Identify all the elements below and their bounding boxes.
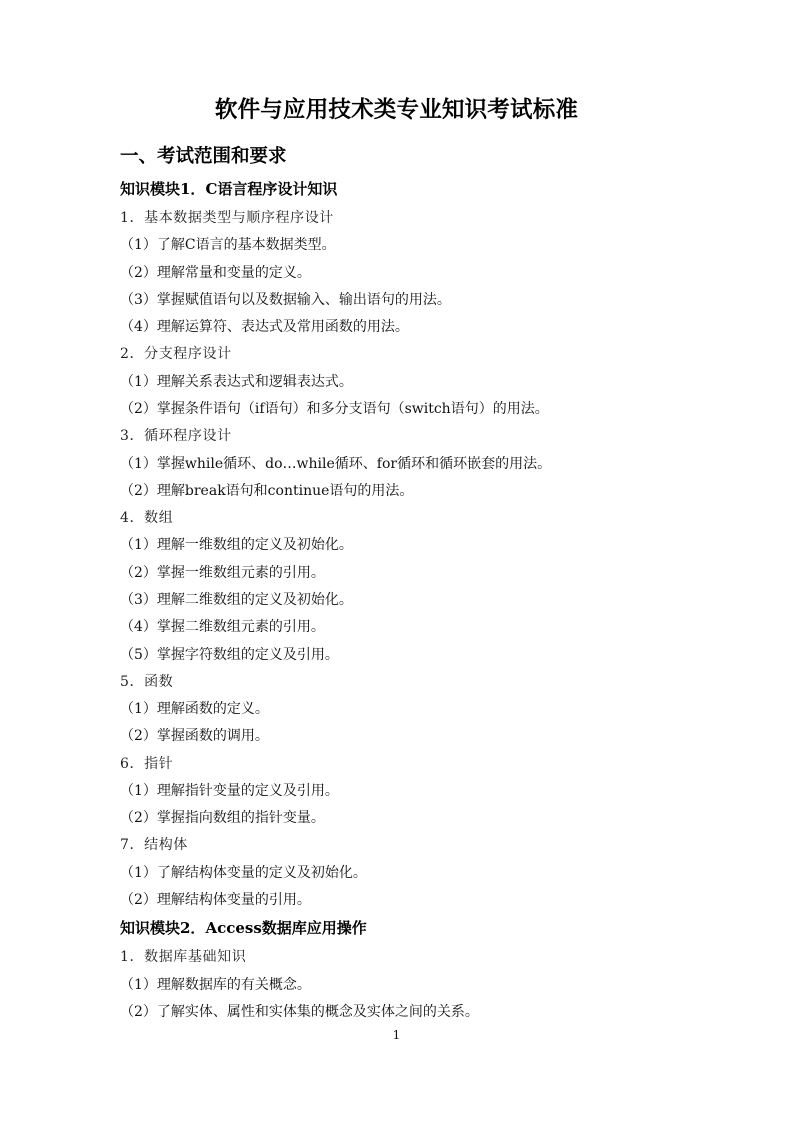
requirement-item: （4）掌握二维数组元素的引用。 [120,619,325,636]
requirement-item: （1）理解函数的定义。 [120,701,269,718]
requirement-item: （2）理解break语句和continue语句的用法。 [120,482,414,499]
document-title: 软件与应用技术类专业知识考试标准 [214,97,579,123]
topic-functions [120,669,673,751]
requirement-item: （2）理解常量和变量的定义。 [120,264,311,281]
document-body [120,94,673,1026]
knowledge-module-1 [120,175,673,914]
requirement-item: （2）掌握条件语句（if语句）和多分支语句（switch语句）的用法。 [120,400,549,417]
requirement-item: （2）掌握一维数组元素的引用。 [120,564,325,581]
topic-list [120,944,673,1026]
requirement-item: （5）掌握字符数组的定义及引用。 [120,646,339,663]
topic-title: 4．数组 [120,510,174,527]
requirement-item: （3）理解二维数组的定义及初始化。 [120,591,353,608]
topic-database-basics [120,944,673,1026]
topic-branching [120,341,673,423]
topic-basic-data-types [120,205,673,341]
requirement-item: （2）理解结构体变量的引用。 [120,892,311,909]
requirement-item: （1）理解数据库的有关概念。 [120,976,311,993]
topic-pointers [120,751,673,833]
section-heading: 一、考试范围和要求 [120,146,287,167]
topic-title: 5．函数 [120,673,174,690]
requirement-item: （2）了解实体、属性和实体集的概念及实体之间的关系。 [120,1003,479,1020]
requirement-item: （1）理解指针变量的定义及引用。 [120,782,339,799]
page-number: 1 [392,1028,401,1042]
topic-title: 3．循环程序设计 [120,428,232,445]
topic-title: 1．数据库基础知识 [120,949,247,966]
requirement-item: （2）掌握指向数组的指针变量。 [120,810,325,827]
requirement-item: （1）理解关系表达式和逻辑表达式。 [120,373,353,390]
module-heading: 知识模块1．C语言程序设计知识 [120,180,338,198]
requirement-item: （4）理解运算符、表达式及常用函数的用法。 [120,319,409,336]
topic-list [120,205,673,914]
topic-title: 7．结构体 [120,837,188,854]
module-heading: 知识模块2．Access数据库应用操作 [120,919,367,938]
topic-title: 2．分支程序设计 [120,346,232,363]
requirement-item: （1）理解一维数组的定义及初始化。 [120,537,353,554]
requirement-item: （1）了解结构体变量的定义及初始化。 [120,864,367,881]
topic-title: 1．基本数据类型与顺序程序设计 [120,210,334,226]
knowledge-module-2 [120,914,673,1026]
topic-arrays [120,505,673,669]
requirement-item: （1）了解C语言的基本数据类型。 [120,237,336,254]
requirement-item: （1）掌握while循环、do…while循环、for循环和循环嵌套的用法。 [120,455,552,472]
requirement-item: （2）掌握函数的调用。 [120,728,269,745]
topic-structs [120,832,673,914]
topic-loops [120,423,673,505]
requirement-item: （3）掌握赋值语句以及数据输入、输出语句的用法。 [120,291,451,308]
topic-title: 6．指针 [120,755,174,772]
